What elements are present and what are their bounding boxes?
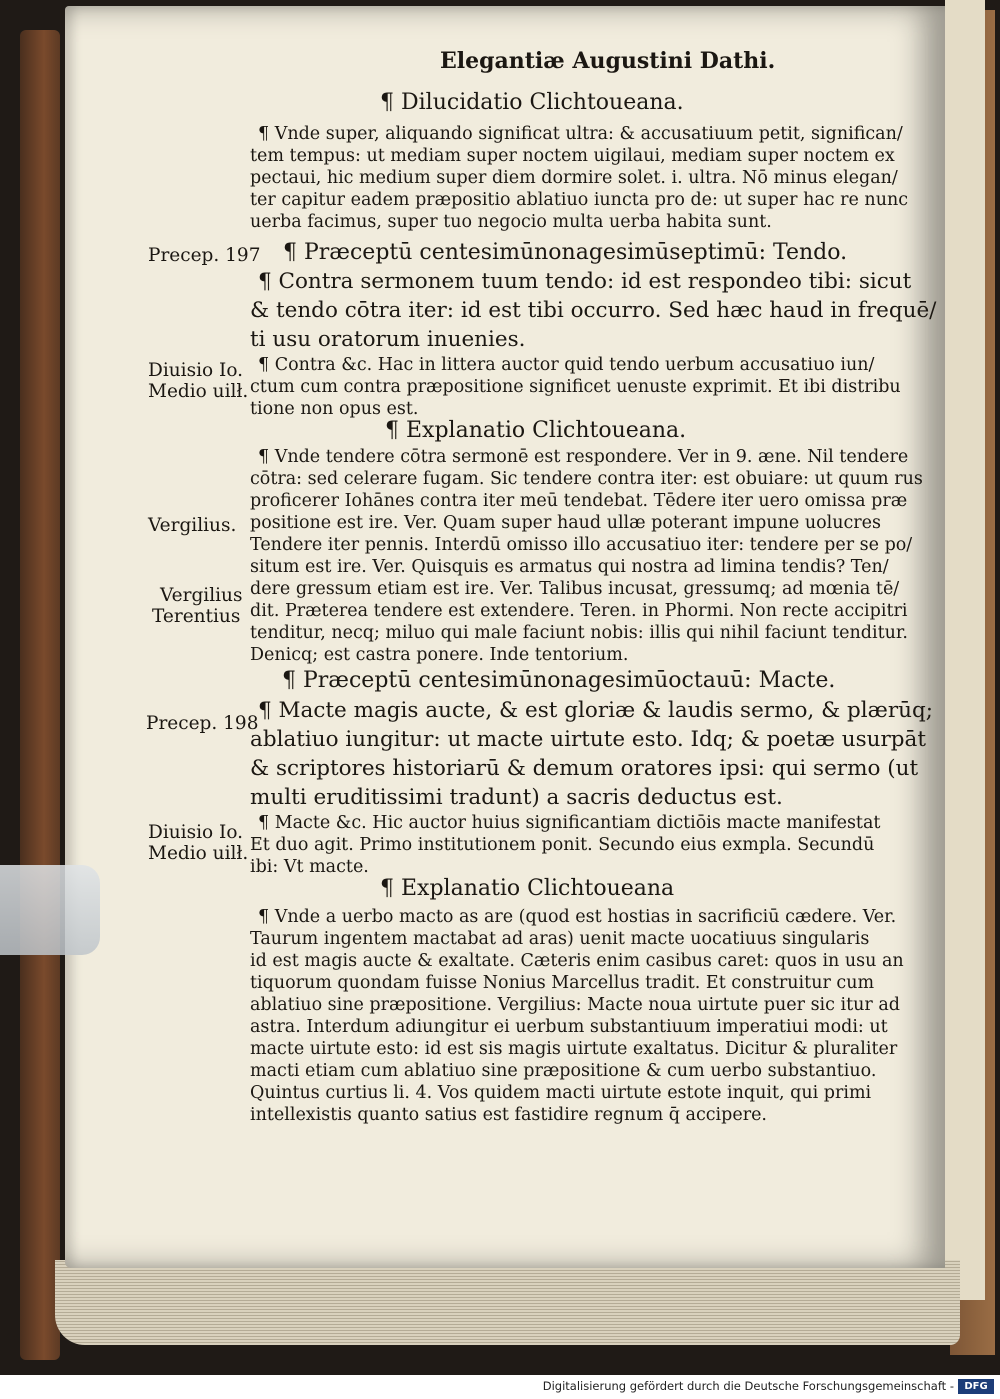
text-line: ¶ Vnde super, aliquando significat ultra: & accusatiuum petit, significan/ (258, 124, 903, 144)
margin-note: Precep. 197 (148, 245, 261, 266)
text-line: tione non opus est. (250, 399, 419, 419)
text-line: & scriptores historiarū & demum oratores ipsi: qui sermo (ut (250, 756, 919, 781)
text-line: ablatiuo iungitur: ut macte uirtute esto. Idq; & poetæ usurpāt (250, 727, 926, 752)
section-heading: ¶ Explanatio Clichtoueana (380, 876, 675, 901)
text-line: pectaui, hic medium super diem dormire solet. i. ultra. Nō minus elegan/ (250, 168, 898, 188)
page-edges (55, 1260, 960, 1345)
text-line: Denicq; est castra ponere. Inde tentorium. (250, 645, 629, 665)
text-line: situm est ire. Ver. Quisquis es armatus qui nostra ad limina tendis? Ten/ (250, 557, 889, 577)
page-clamp (0, 865, 100, 955)
text-line: ablatiuo sine præpositione. Vergilius: Macte noua uirtute puer sic itur ad (250, 995, 900, 1015)
text-line: ibi: Vt macte. (250, 857, 369, 877)
footer-bar (0, 1375, 1000, 1399)
margin-note: Terentius (152, 606, 241, 627)
text-line: ctum cum contra præpositione significet uenuste exprimit. Et ibi distribu (250, 377, 901, 397)
section-heading: ¶ Explanatio Clichtoueana. (385, 418, 687, 443)
margin-note: Medio uilł. (148, 843, 249, 864)
footer-credit: Digitalisierung gefördert durch die Deutsche Forschungsgemeinschaft - (542, 1379, 954, 1393)
text-line: Tendere iter pennis. Interdū omisso illo accusatiuo iter: tendere per se po/ (250, 535, 913, 555)
text-line: proficerer Iohānes contra iter meū tendebat. Tēdere iter uero omissa præ (250, 491, 908, 511)
text-line: intellexistis quanto satius est fastidire regnum q̄ accipere. (250, 1105, 767, 1125)
text-line: tiquorum quondam fuisse Nonius Marcellus tradit. Et construitur cum (250, 973, 875, 993)
text-line: Taurum ingentem mactabat ad aras) uenit macte uocatiuus singularis (250, 929, 870, 949)
text-line: ¶ Contra &c. Hac in littera auctor quid tendo uerbum accusatiuo iun/ (258, 355, 875, 375)
margin-note: Medio uilł. (148, 381, 249, 402)
text-line: cōtra: sed celerare fugam. Sic tendere contra iter: est obuiare: ut quum rus (250, 469, 923, 489)
text-line: ¶ Vnde tendere cōtra sermonē est respondere. Ver in 9. æne. Nil tendere (258, 447, 909, 467)
text-line: tenditur, necq; miluo qui male faciunt nobis: illis qui nihil faciunt tenditur. (250, 623, 908, 643)
text-line: ¶ Vnde a uerbo macto as are (quod est hostias in sacrificiū cædere. Ver. (258, 907, 897, 927)
text-line: positione est ire. Ver. Quam super haud ullæ poterant impune uolucres (250, 513, 881, 533)
text-line: ¶ Contra sermonem tuum tendo: id est respondeo tibi: sicut (258, 269, 912, 294)
section-heading: ¶ Præceptū centesimūnonagesimūoctauū: Macte. (282, 668, 836, 693)
text-line: Et duo agit. Primo institutionem ponit. Secundo eius exmpla. Secundū (250, 835, 875, 855)
section-heading: ¶ Præceptū centesimūnonagesimūseptimū: Tendo. (283, 240, 848, 265)
facing-page (945, 0, 985, 1300)
text-line: & tendo cōtra iter: id est tibi occurro. Sed hæc haud in frequē/ (250, 298, 937, 323)
book-cover-left (20, 30, 60, 1360)
text-line: ¶ Macte &c. Hic auctor huius significantiam dictiōis macte manifestat (258, 813, 881, 833)
text-line: tem tempus: ut mediam super noctem uigilaui, mediam super noctem ex (250, 146, 895, 166)
margin-note: Precep. 198 (146, 713, 259, 734)
text-line: id est magis aucte & exaltate. Cæteris enim casibus caret: quos in usu an (250, 951, 904, 971)
running-head: Elegantiæ Augustini Dathi. (440, 48, 776, 74)
text-line: dit. Præterea tendere est extendere. Teren. in Phormi. Non recte accipitri (250, 601, 908, 621)
text-line: macti etiam cum ablatiuo sine præpositione & cum uerbo substantiuo. (250, 1061, 877, 1081)
margin-note: Vergilius (160, 585, 243, 606)
margin-note: Diuisio Io. (148, 822, 244, 843)
section-heading: ¶ Dilucidatio Clichtoueana. (380, 90, 684, 115)
text-line: multi eruditissimi tradunt) a sacris deductus est. (250, 785, 783, 810)
text-line: Quintus curtius li. 4. Vos quidem macti uirtute estote inquit, qui primi (250, 1083, 872, 1103)
text-line: ter capitur eadem præpositio ablatiuo iuncta pro de: ut super hac re nunc (250, 190, 909, 210)
margin-note: Vergilius. (148, 515, 237, 536)
dfg-logo: DFG (958, 1379, 994, 1394)
text-line: uerba facimus, super tuo negocio multa uerba habita sunt. (250, 212, 772, 232)
text-line: astra. Interdum adiungitur ei uerbum substantiuum imperatiui modi: ut (250, 1017, 888, 1037)
text-line: ¶ Macte magis aucte, & est gloriæ & laudis sermo, & plærūq; (258, 698, 934, 723)
text-line: ti usu oratorum inuenies. (250, 327, 526, 352)
margin-note: Diuisio Io. (148, 360, 244, 381)
text-line: macte uirtute esto: id est sis magis uirtute exaltatus. Dicitur & pluraliter (250, 1039, 898, 1059)
text-line: dere gressum etiam est ire. Ver. Talibus incusat, gressumq; ad mœnia tē/ (250, 579, 900, 599)
